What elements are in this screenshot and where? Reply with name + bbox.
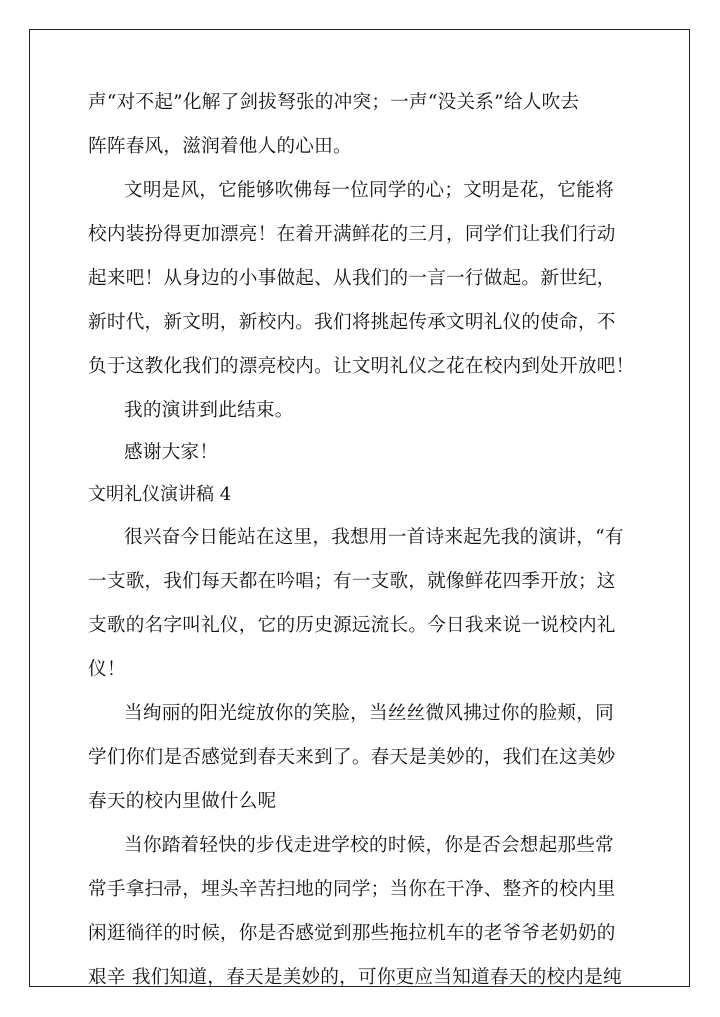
- text-line: 艰辛 我们知道，春天是美妙的，可你更应当知道春天的校内是纯: [88, 967, 622, 988]
- text-line: 常手拿扫帚，埋头辛苦扫地的同学；当你在干净、整齐的校内里: [88, 879, 616, 900]
- text-line: 一支歌，我们每天都在吟唱；有一支歌，就像鲜花四季开放；这: [88, 571, 616, 592]
- text-line: 新时代，新文明，新校内。我们将挑起传承文明礼仪的使命，不: [88, 312, 616, 333]
- text-line: 阵阵春风，滋润着他人的心田。: [88, 136, 352, 157]
- text-line: 声“对不起”化解了剑拔弩张的冲突；一声“没关系”给人吹去: [88, 92, 580, 113]
- paragraph-start: 文明是风，它能够吹佛每一位同学的心；文明是花，它能将: [124, 180, 614, 201]
- text-line: 闲逛徜徉的时候，你是否感觉到那些拖拉机车的老爷爷老奶奶的: [88, 923, 616, 944]
- text-line: 春天的校内里做什么呢: [88, 791, 277, 812]
- paragraph-start: 当绚丽的阳光绽放你的笑脸，当丝丝微风拂过你的脸颊，同: [124, 703, 614, 724]
- paragraph-start: 当你踏着轻快的步伐走进学校的时候，你是否会想起那些常: [124, 835, 614, 856]
- text-line: 校内装扮得更加漂亮！在着开满鲜花的三月，同学们让我们行动: [88, 224, 616, 245]
- text-line: 负于这教化我们的漂亮校内。让文明礼仪之花在校内到处开放吧！: [88, 356, 635, 377]
- section-heading: 文明礼仪演讲稿 4: [88, 484, 232, 505]
- text-line: 起来吧！从身边的小事做起、从我们的一言一行做起。新世纪，: [88, 268, 616, 289]
- paragraph-start: 很兴奋今日能站在这里，我想用一首诗来起先我的演讲，“有: [124, 527, 624, 548]
- text-line: 支歌的名字叫礼仪，它的历史源远流长。今日我来说一说校内礼: [88, 615, 616, 636]
- closing-line: 我的演讲到此结束。: [124, 400, 294, 421]
- text-line: 仪！: [88, 659, 126, 680]
- thanks-line: 感谢大家！: [124, 442, 219, 463]
- text-line: 学们你们是否感觉到春天来到了。春天是美妙的，我们在这美妙: [88, 747, 616, 768]
